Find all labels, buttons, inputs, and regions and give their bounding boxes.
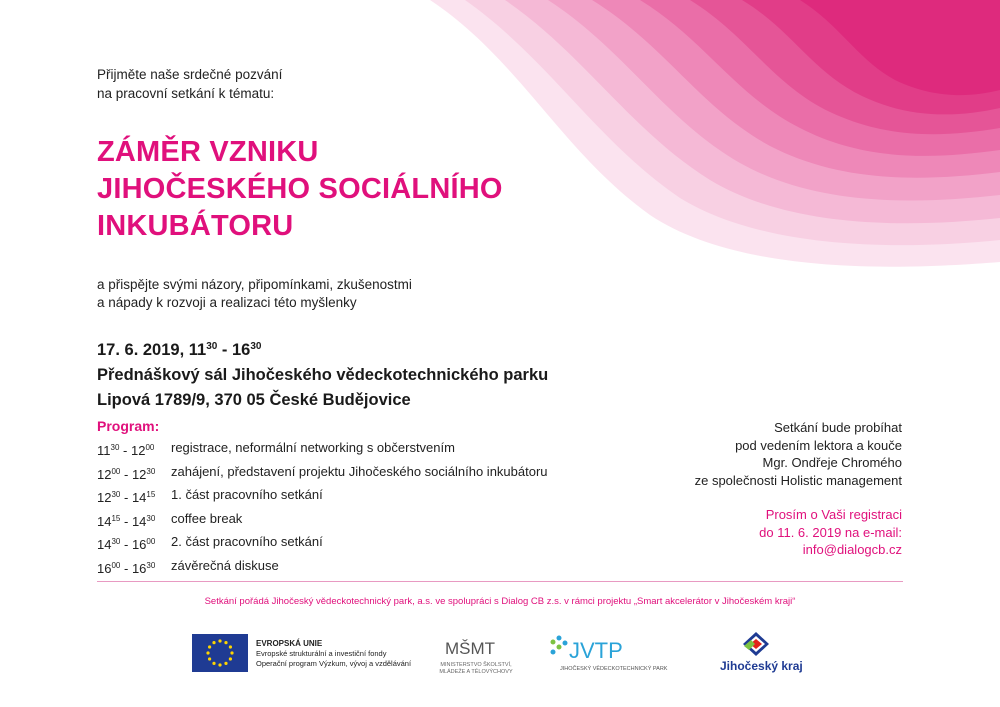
program-item: $14^{30} - 16^{00}$ 2. část pracovního setkání	[97, 532, 548, 556]
program-item-label: zahájení, představení projektu Jihočeského sociálního inkubátoru	[171, 463, 548, 479]
organizer-footer: Setkání pořádá Jihočeský vědeckotechnický park, a.s. ve spolupráci s Dialog CB z.s. v rámci projektu „Smart akcelerátor v Jihočeském kraji“	[204, 596, 796, 607]
lector-info	[695, 419, 902, 489]
event-address: Lipová 1789/9, 370 05 České Budějovice	[97, 391, 411, 409]
intro-line-2: na pracovní setkání k tématu:	[97, 86, 275, 101]
jvtp-mark-text: JVTP	[569, 638, 623, 663]
event-start-minutes: 30	[206, 341, 218, 352]
title-line-1: ZÁMĚR VZNIKU	[97, 136, 319, 168]
program-item: $16^{00} - 16^{30}$ závěrečná diskuse	[97, 556, 548, 580]
event-venue: Přednáškový sál Jihočeského vědeckotechnického parku	[97, 366, 549, 384]
lector-line-2: pod vedením lektora a kouče	[735, 437, 902, 453]
program-heading: Program:	[97, 418, 160, 434]
eu-stars-icon	[192, 634, 248, 672]
lector-line-1: Setkání bude probíhat	[774, 420, 902, 435]
eu-title: EVROPSKÁ UNIE	[256, 639, 323, 648]
program-list	[97, 438, 548, 579]
event-date: 17. 6. 2019, 11	[97, 341, 207, 359]
invite-text	[97, 276, 412, 312]
eu-line-2: Evropské strukturální a investiční fondy	[256, 649, 387, 658]
invite-line-2: a nápady k rozvoji a realizaci této myšlenky	[97, 295, 357, 310]
program-item-label: závěrečná diskuse	[171, 557, 279, 573]
jvtp-mark-icon	[547, 634, 643, 664]
msmt-name: MINISTERSTVO ŠKOLSTVÍ, MLÁDEŽE A TĚLOVÝCHOVY	[439, 662, 513, 675]
intro-text	[97, 65, 282, 103]
eu-flag-logo	[192, 634, 248, 672]
invite-line-1: a přispějte svými názory, připomínkami, zkušenostmi	[97, 277, 412, 292]
kraj-emblem-icon	[741, 630, 771, 658]
program-item: $14^{15} - 14^{30}$ coffee break	[97, 509, 548, 533]
program-item-label: 1. část pracovního setkání	[171, 487, 323, 502]
msmt-mark-text: MŠMT	[444, 639, 496, 658]
event-title	[97, 134, 503, 245]
footer-divider	[97, 581, 903, 582]
program-item: $12^{30} - 14^{15}$ 1. část pracovního setkání	[97, 485, 548, 509]
program-item: $12^{00} - 12^{30}$ zahájení, představení projektu Jihočeského sociálního inkubátoru	[97, 462, 548, 486]
registration-email-link[interactable]: info@dialogcb.cz	[802, 542, 902, 557]
program-item-label: 2. část pracovního setkání	[171, 534, 323, 549]
msmt-mark-icon	[444, 632, 496, 662]
event-date-time	[97, 334, 548, 363]
kraj-name: Jihočeský kraj	[720, 659, 803, 673]
lector-line-4: ze společnosti Holistic management	[694, 472, 902, 488]
program-item-label: coffee break	[171, 510, 243, 526]
registration-line-1: Prosím o Vaši registraci	[765, 507, 902, 522]
registration-info	[759, 506, 902, 559]
jvtp-name: JIHOČESKÝ VĚDECKOTECHNICKÝ PARK	[560, 666, 668, 672]
title-line-2: JIHOČESKÉHO SOCIÁLNÍHO	[97, 173, 503, 205]
program-item-label: registrace, neformální networking s občerstvením	[171, 440, 455, 455]
event-end-hour: - 16	[217, 341, 251, 359]
jvtp-logo	[547, 634, 643, 669]
program-item: $11^{30} - 12^{00}$ registrace, neformální networking s občerstvením	[97, 438, 548, 462]
eu-logo-text	[256, 639, 411, 669]
eu-line-3: Operační program Výzkum, vývoj a vzdělávání	[256, 659, 412, 668]
event-details	[97, 334, 548, 413]
registration-line-2: do 11. 6. 2019 na e-mail:	[759, 524, 902, 540]
intro-line-1: Přijměte naše srdečné pozvání	[97, 67, 283, 82]
lector-line-3: Mgr. Ondřeje Chromého	[762, 455, 902, 470]
title-line-3: INKUBÁTORU	[97, 210, 294, 242]
event-end-minutes: 30	[250, 341, 262, 352]
